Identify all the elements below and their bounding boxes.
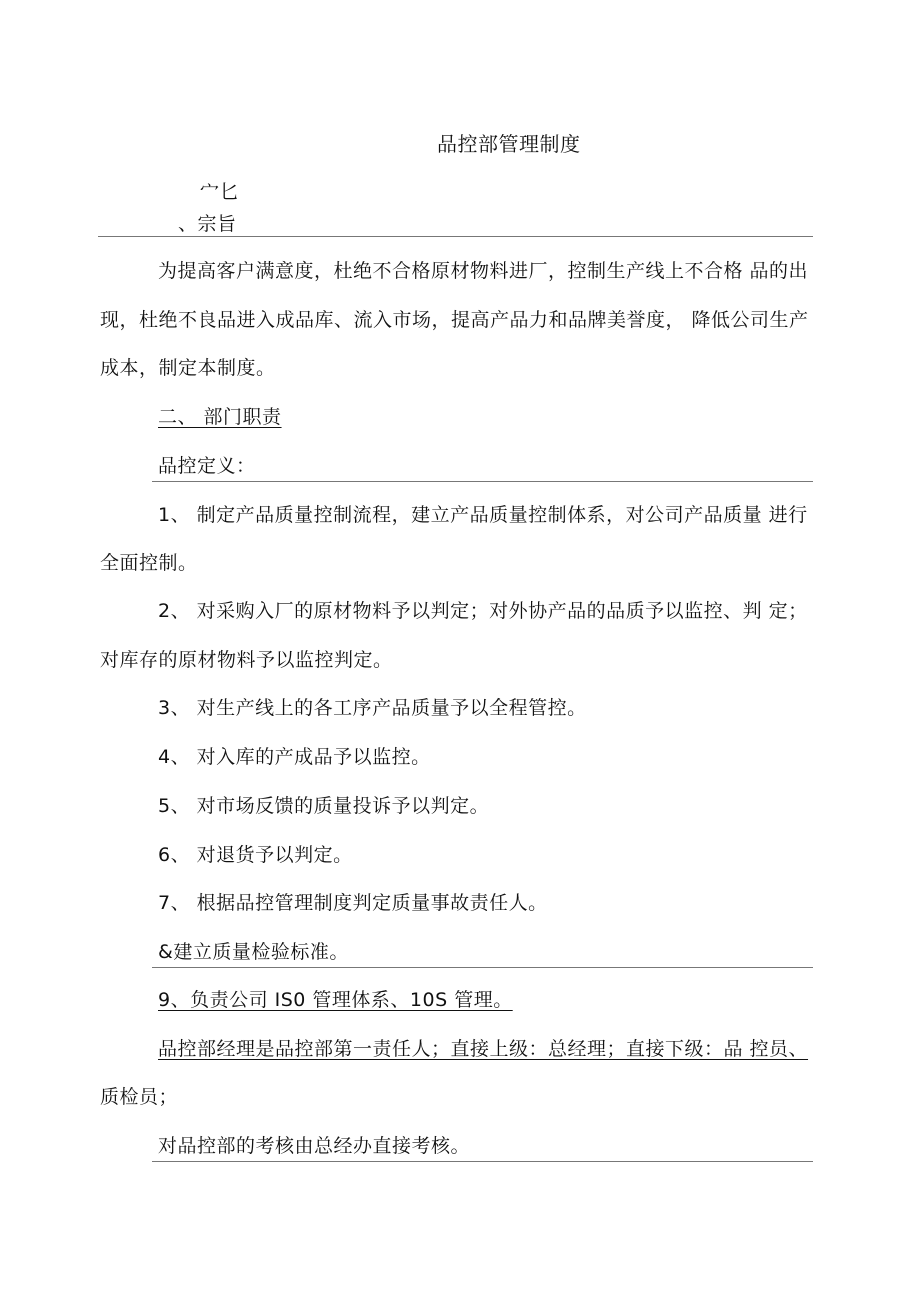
responsibility-item: 4、 对入库的产成品予以监控。 <box>158 746 431 768</box>
divider-line <box>152 1161 813 1162</box>
divider-line <box>152 967 813 968</box>
divider-line <box>98 236 813 237</box>
responsibility-item: 1、 制定产品质量控制流程，建立产品质量控制体系，对公司产品质量 进行 <box>158 504 808 526</box>
qc-definition-label: 品控定义： <box>158 455 256 477</box>
section-heading-responsibilities: 二、 部门职责 <box>158 406 282 428</box>
purpose-text-line: 成本，制定本制度。 <box>100 357 276 379</box>
responsibility-item: &建立质量检验标准。 <box>158 941 349 963</box>
purpose-text-line: 为提高客户满意度，杜绝不合格原材物料进厂，控制生产线上不合格 品的出 <box>158 260 809 282</box>
responsibility-item: 3、 对生产线上的各工序产品质量予以全程管控。 <box>158 697 587 719</box>
responsibility-item: 9、负责公司 IS0 管理体系、10S 管理。 <box>158 989 513 1011</box>
assessment-statement: 对品控部的考核由总经办直接考核。 <box>158 1135 471 1157</box>
purpose-text-line: 现，杜绝不良品进入成品库、流入市场，提高产品力和品牌美誉度， 降低公司生产 <box>100 309 809 331</box>
responsibility-item: 5、 对市场反馈的质量投诉予以判定。 <box>158 795 490 817</box>
manager-statement-continued: 质检员； <box>100 1086 179 1108</box>
section-heading-purpose: 、宗旨 <box>178 213 237 235</box>
responsibility-item: 6、 对退货予以判定。 <box>158 844 353 866</box>
responsibility-item: 7、 根据品控管理制度判定质量事故责任人。 <box>158 892 548 914</box>
garbled-heading-text: 宀匕 <box>200 181 240 203</box>
responsibility-item-continued: 全面控制。 <box>100 552 198 574</box>
manager-statement: 品控部经理是品控部第一责任人；直接上级：总经理；直接下级：品 控员、 <box>158 1038 809 1060</box>
responsibility-item-continued: 对库存的原材物料予以监控判定。 <box>100 649 393 671</box>
divider-line <box>152 481 813 482</box>
responsibility-item: 2、 对采购入厂的原材物料予以判定；对外协产品的品质予以监控、判 定； <box>158 600 808 622</box>
document-title: 品控部管理制度 <box>437 132 581 156</box>
